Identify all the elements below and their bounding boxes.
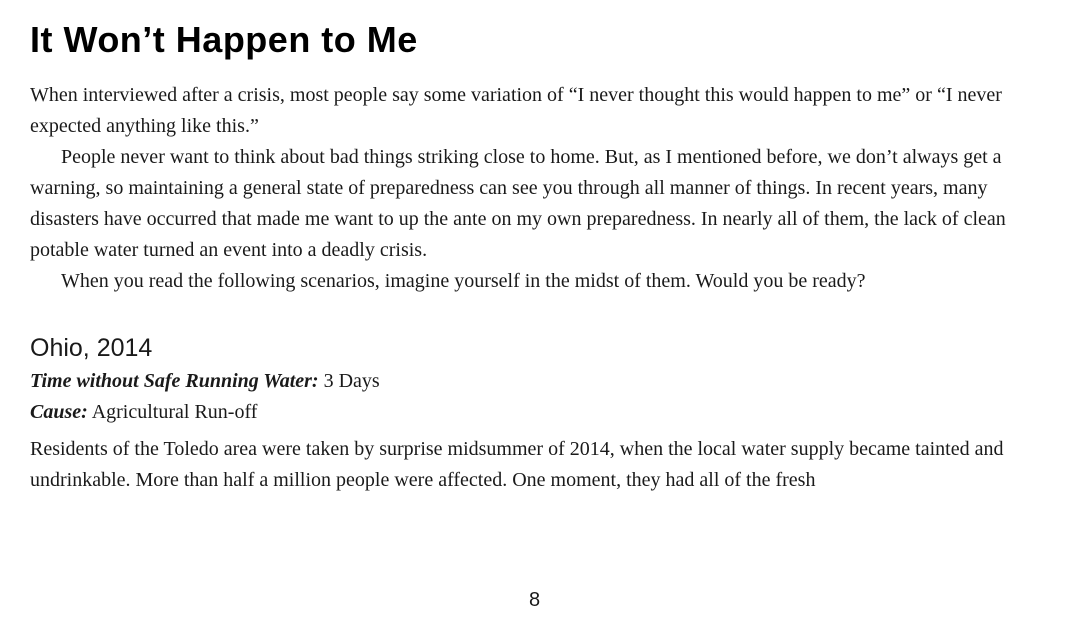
time-without-water-value: 3 Days xyxy=(318,370,380,392)
time-without-water-line xyxy=(30,366,380,397)
scenario-body-paragraph: Residents of the Toledo area were taken by surprise midsummer of 2014, when the local water supply became tainted and undrinkable. More than half a million people were affected. One moment, they had all of the fresh xyxy=(30,438,1004,491)
intro-paragraph-3: When you read the following scenarios, imagine yourself in the midst of them. Would you be ready? xyxy=(61,270,866,292)
cause-value: Agricultural Run-off xyxy=(87,401,258,423)
chapter-title: It Won’t Happen to Me xyxy=(30,19,418,60)
intro-paragraph-1: When interviewed after a crisis, most people say some variation of “I never thought this would happen to me” or “I never expected anything like this.” xyxy=(30,84,1002,137)
time-without-water-label: Time without Safe Running Water: xyxy=(30,370,319,392)
cause-line xyxy=(30,397,380,428)
section-heading: Ohio, 2014 xyxy=(30,334,153,362)
cause-label: Cause: xyxy=(30,401,88,423)
page-number: 8 xyxy=(528,589,541,611)
scenario-details xyxy=(30,366,380,428)
intro-paragraph-2: People never want to think about bad things striking close to home. But, as I mentioned before, we don’t always get a warning, so maintaining a general state of preparedness can see you through all manner of things. In recent years, many disasters have occurred that made me want to up the ante on my own preparedness. In nearly all of them, the lack of clean potable water turned an event into a deadly crisis. xyxy=(30,146,1006,261)
intro-text xyxy=(30,80,1045,297)
